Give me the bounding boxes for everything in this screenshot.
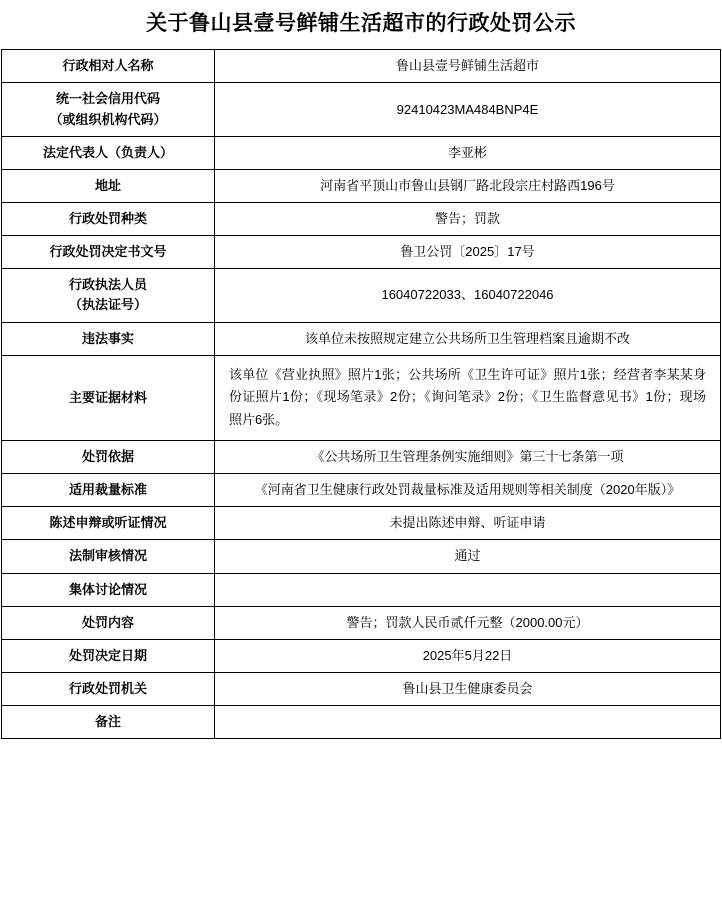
table-row: [2, 706, 721, 739]
row-value-cell: [215, 50, 721, 83]
table-row: [2, 507, 721, 540]
page-title: 关于鲁山县壹号鲜铺生活超市的行政处罚公示: [146, 11, 576, 35]
table-row: [2, 269, 721, 322]
row-value-cell: [215, 672, 721, 705]
row-label-cell: [2, 507, 215, 540]
table-row: [2, 573, 721, 606]
row-value-cell: [215, 606, 721, 639]
row-value-text: 《河南省卫生健康行政处罚裁量标准及适用规则等相关制度（2020年版）》: [254, 482, 681, 498]
row-label-cell: [2, 355, 215, 440]
row-value-text: 未提出陈述申辩、听证申请: [389, 515, 546, 531]
row-value-cell: [215, 440, 721, 473]
row-value-text: 警告；罚款人民币贰仟元整（2000.00元）: [346, 614, 589, 630]
row-label-cell: [2, 269, 215, 322]
table-row: [2, 540, 721, 573]
row-value-text: 通过: [454, 548, 481, 564]
row-label-text: 陈述申辩或听证情况: [49, 515, 167, 531]
row-value-text: 该单位《营业执照》照片1张；公共场所《卫生许可证》照片1张；经营者李某某身份证照片1份；《现场笔录》2份；《询问笔录》2份；《卫生监督意见书》1份；现场照片6张。: [229, 366, 706, 428]
row-value-cell: [215, 573, 721, 606]
table-row: [2, 440, 721, 473]
row-label-text: 行政处罚决定书文号: [49, 244, 167, 260]
row-label-cell: [2, 639, 215, 672]
row-label-text: 违法事实: [81, 330, 134, 346]
row-value-text: 鲁山县卫生健康委员会: [402, 680, 533, 696]
row-value-text: 92410423MA484BNP4E: [396, 101, 539, 117]
row-value-cell: [215, 322, 721, 355]
row-value-text: 河南省平顶山市鲁山县钢厂路北段宗庄村路西196号: [320, 177, 615, 193]
row-value-text: 该单位未按照规定建立公共场所卫生管理档案且逾期不改: [304, 330, 630, 346]
row-label-cell: [2, 440, 215, 473]
row-label-cell: [2, 322, 215, 355]
row-label-cell: [2, 169, 215, 202]
row-label-text: 法定代表人（负责人）: [42, 144, 173, 160]
row-value-cell: [215, 706, 721, 739]
row-value-cell: [215, 355, 721, 440]
table-row: [2, 322, 721, 355]
row-value-text: 16040722033、16040722046: [381, 287, 554, 303]
row-value-cell: [215, 269, 721, 322]
row-label-cell: [2, 672, 215, 705]
row-label-cell: [2, 236, 215, 269]
row-value-cell: [215, 203, 721, 236]
row-label-text: 处罚内容: [81, 614, 134, 630]
row-value-text: 2025年5月22日: [422, 647, 513, 663]
row-label-text: 处罚依据: [81, 448, 134, 464]
row-value-cell: [215, 474, 721, 507]
row-label-text: 行政处罚种类: [68, 211, 147, 226]
row-label-text: 集体讨论情况: [68, 581, 147, 597]
row-value-text: 鲁卫公罚〔2025〕17号: [400, 244, 535, 260]
row-value-cell: [215, 507, 721, 540]
table-row: [2, 83, 721, 136]
penalty-info-table: [1, 49, 721, 739]
row-value-cell: [215, 169, 721, 202]
row-label-text: 处罚决定日期: [68, 647, 147, 663]
table-row: [2, 136, 721, 169]
row-value-cell: [215, 639, 721, 672]
table-row: [2, 606, 721, 639]
row-label-cell: [2, 540, 215, 573]
row-value-text: 李亚彬: [447, 144, 487, 160]
table-row: [2, 474, 721, 507]
row-value-cell: [215, 83, 721, 136]
table-row: [2, 169, 721, 202]
row-label-cell: [2, 136, 215, 169]
row-label-cell: [2, 573, 215, 606]
row-label-text-line2: （执法证号）: [68, 297, 147, 313]
table-row: [2, 50, 721, 83]
row-label-cell: [2, 606, 215, 639]
row-label-text: 行政执法人员: [68, 277, 147, 293]
row-label-text: 主要证据材料: [68, 389, 147, 405]
table-row: [2, 203, 721, 236]
row-label-text: 备注: [94, 714, 121, 730]
row-label-text: 法制审核情况: [68, 548, 147, 564]
row-value-text: 鲁山县壹号鲜铺生活超市: [395, 58, 539, 74]
row-label-cell: [2, 50, 215, 83]
row-label-text: 统一社会信用代码: [55, 91, 160, 107]
row-value-cell: [215, 236, 721, 269]
row-label-text: 地址: [94, 177, 121, 193]
row-label-text: 行政处罚机关: [68, 680, 147, 696]
table-row: [2, 236, 721, 269]
row-label-cell: [2, 203, 215, 236]
row-label-text: 适用裁量标准: [68, 482, 147, 498]
row-label-cell: [2, 83, 215, 136]
table-row: [2, 639, 721, 672]
row-label-cell: [2, 474, 215, 507]
row-label-text-line2: （或组织机构代码）: [49, 111, 167, 127]
row-value-text: 《公共场所卫生管理条例实施细则》第三十七条第一项: [311, 448, 624, 464]
table-row: [2, 672, 721, 705]
row-value-cell: [215, 136, 721, 169]
row-label-text: 行政相对人名称: [62, 58, 154, 74]
row-value-text: 警告；罚款: [434, 211, 500, 226]
table-body: [2, 50, 721, 739]
table-row: [2, 355, 721, 440]
row-label-cell: [2, 706, 215, 739]
row-value-cell: [215, 540, 721, 573]
